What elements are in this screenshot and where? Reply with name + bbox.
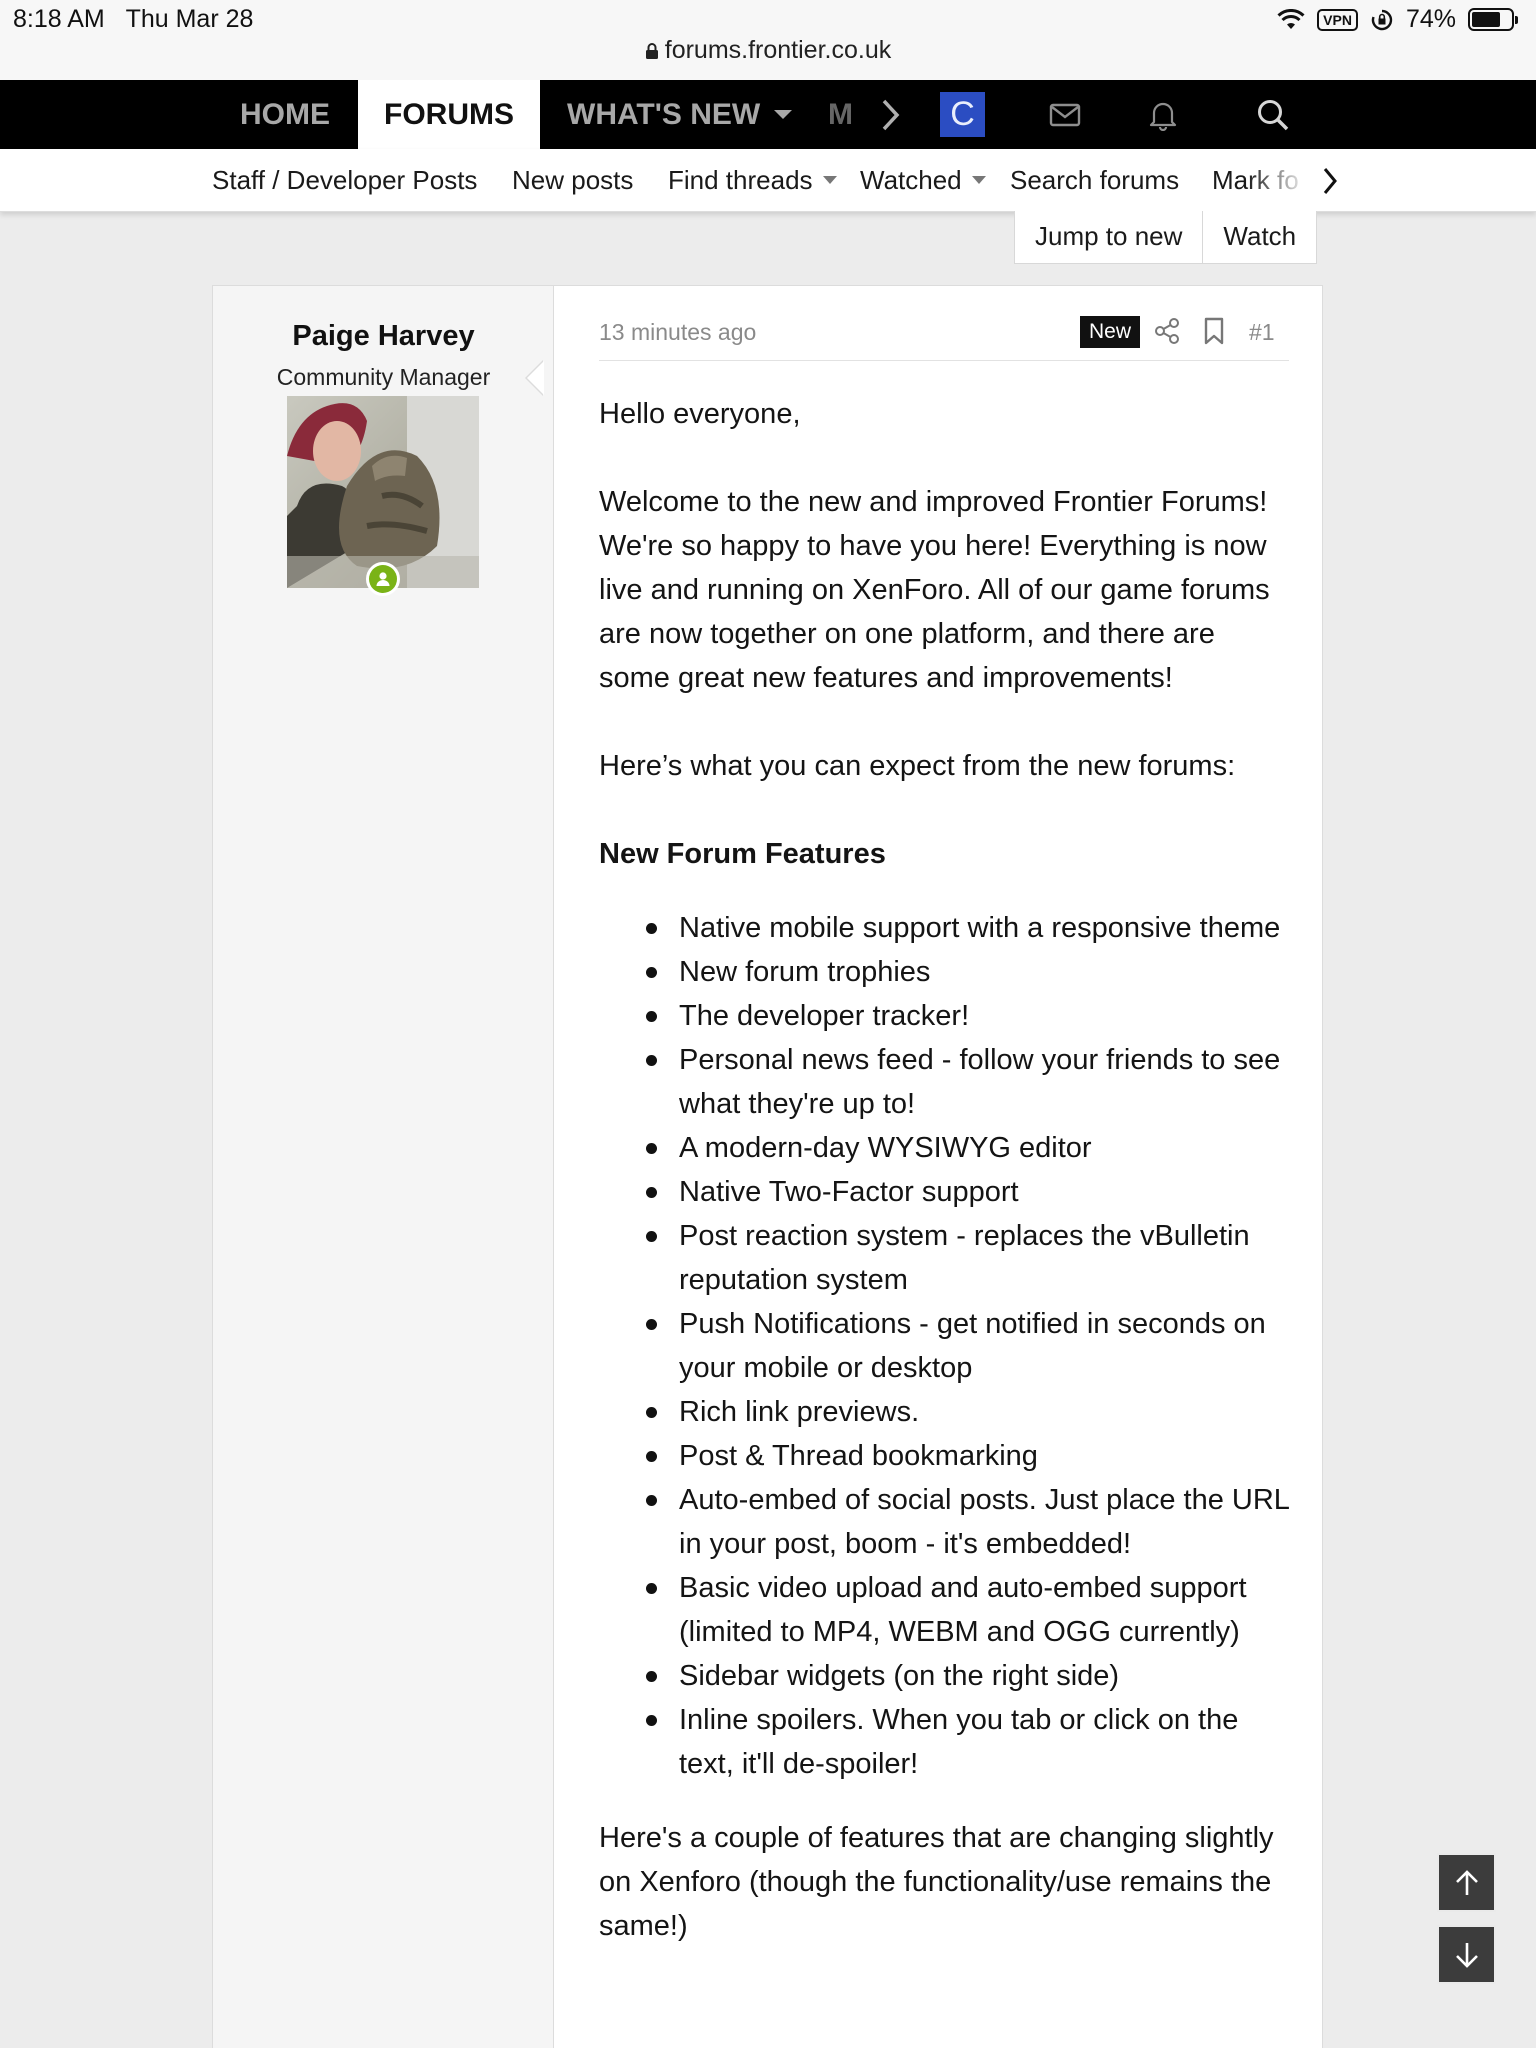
features-heading: New Forum Features xyxy=(599,838,886,870)
post-expect: Here’s what you can expect from the new forums: xyxy=(599,750,1236,782)
share-icon[interactable] xyxy=(1153,316,1181,351)
bookmark-icon[interactable] xyxy=(1203,316,1225,351)
post-greeting: Hello everyone, xyxy=(599,398,801,430)
tab-whats-new[interactable] xyxy=(567,80,792,149)
post-number[interactable]: #1 xyxy=(1249,319,1275,345)
arrow-down-icon xyxy=(1454,1941,1480,1969)
tab-home-label: HOME xyxy=(240,98,330,131)
post-user-panel xyxy=(213,286,554,2048)
rotation-lock-icon xyxy=(1370,8,1394,32)
list-item: Native Two-Factor support xyxy=(679,1170,1289,1214)
clock-time: 8:18 AM xyxy=(13,5,105,33)
chevron-right-icon[interactable] xyxy=(874,80,908,149)
vpn-badge: VPN xyxy=(1317,9,1358,31)
list-item: Native mobile support with a responsive theme xyxy=(679,906,1289,950)
chevron-down-icon[interactable] xyxy=(972,176,986,184)
subnav-mark-read-label: Mark fo xyxy=(1212,165,1299,195)
post-changes: Here's a couple of features that are changing slightly on Xenforo (though the functionality/use remains the same!) xyxy=(599,1822,1274,1942)
tab-more-label: M xyxy=(828,98,853,131)
battery-icon xyxy=(1468,8,1514,31)
search-icon[interactable] xyxy=(1243,80,1303,149)
tab-whats-new-label: WHAT'S NEW xyxy=(567,98,761,131)
post xyxy=(212,285,1323,2048)
tab-more[interactable] xyxy=(828,80,853,149)
chevron-right-icon[interactable] xyxy=(1310,149,1350,212)
list-item: Push Notifications - get notified in seconds on your mobile or desktop xyxy=(679,1302,1289,1390)
mail-icon[interactable] xyxy=(1035,80,1095,149)
battery-fill xyxy=(1472,12,1500,27)
subnav-find-threads[interactable] xyxy=(668,149,837,212)
post-intro: Welcome to the new and improved Frontier Forums! We're so happy to have you here! Everything is now live and running on XenForo. All of our game forums are now together on one platform, and there are some great new features and improvements! xyxy=(599,486,1270,694)
status-time xyxy=(13,5,253,34)
lock-icon xyxy=(645,42,659,60)
thread-actions xyxy=(1014,211,1317,264)
battery-percent: 74% xyxy=(1405,5,1456,33)
subnav-search-forums-label: Search forums xyxy=(1010,165,1180,195)
url-text: forums.frontier.co.uk xyxy=(664,36,892,64)
list-item: Post reaction system - replaces the vBulletin reputation system xyxy=(679,1214,1289,1302)
avatar[interactable] xyxy=(287,396,479,588)
online-status-icon xyxy=(366,562,400,596)
subnav-new-posts-label: New posts xyxy=(512,165,634,195)
features-list xyxy=(599,906,1289,1786)
scroll-top-button[interactable] xyxy=(1437,1853,1496,1912)
list-item: Inline spoilers. When you tab or click on the text, it'll de-spoiler! xyxy=(679,1698,1289,1786)
user-avatar-badge[interactable]: C xyxy=(940,92,985,137)
clock-date: Thu Mar 28 xyxy=(125,5,254,33)
top-nav xyxy=(0,80,1536,149)
arrow-up-icon xyxy=(1454,1869,1480,1897)
sub-nav xyxy=(0,149,1536,212)
list-item: The developer tracker! xyxy=(679,994,1289,1038)
list-item: A modern-day WYSIWYG editor xyxy=(679,1126,1289,1170)
list-item: Rich link previews. xyxy=(679,1390,1289,1434)
username[interactable]: Paige Harvey xyxy=(292,320,475,352)
status-indicators xyxy=(1277,5,1514,34)
list-item: Personal news feed - follow your friends to see what they're up to! xyxy=(679,1038,1289,1126)
subnav-staff-posts-label: Staff / Developer Posts xyxy=(212,165,478,195)
tab-forums-label: FORUMS xyxy=(384,98,514,131)
post-pointer-inner xyxy=(527,361,544,395)
new-badge: New xyxy=(1080,316,1140,348)
post-date[interactable]: 13 minutes ago xyxy=(599,319,757,345)
subnav-new-posts[interactable] xyxy=(512,149,633,212)
chevron-down-icon[interactable] xyxy=(774,110,792,119)
chevron-down-icon[interactable] xyxy=(823,176,837,184)
list-item: New forum trophies xyxy=(679,950,1289,994)
tab-forums[interactable] xyxy=(358,80,540,149)
list-item: Sidebar widgets (on the right side) xyxy=(679,1654,1289,1698)
user-title: Community Manager xyxy=(276,364,491,390)
list-item: Auto-embed of social posts. Just place the URL in your post, boom - it's embedded! xyxy=(679,1478,1289,1566)
status-bar xyxy=(0,0,1536,80)
scroll-bottom-button[interactable] xyxy=(1437,1925,1496,1984)
jump-to-new-button[interactable]: Jump to new xyxy=(1035,221,1183,251)
subnav-find-threads-label: Find threads xyxy=(668,165,813,195)
subnav-watched-label: Watched xyxy=(860,165,962,195)
list-item: Basic video upload and auto-embed support (limited to MP4, WEBM and OGG currently) xyxy=(679,1566,1289,1654)
subnav-search-forums[interactable] xyxy=(1010,149,1179,212)
subnav-mark-read[interactable] xyxy=(1212,149,1299,212)
watch-button[interactable]: Watch xyxy=(1202,211,1316,263)
subnav-staff-posts[interactable] xyxy=(212,149,477,212)
post-body xyxy=(599,392,1289,1948)
tab-home[interactable] xyxy=(240,80,330,149)
bell-icon[interactable] xyxy=(1133,80,1193,149)
wifi-icon xyxy=(1277,9,1305,31)
subnav-watched[interactable] xyxy=(860,149,986,212)
post-meta xyxy=(599,319,1289,361)
url-bar[interactable] xyxy=(0,36,1536,65)
list-item: Post & Thread bookmarking xyxy=(679,1434,1289,1478)
